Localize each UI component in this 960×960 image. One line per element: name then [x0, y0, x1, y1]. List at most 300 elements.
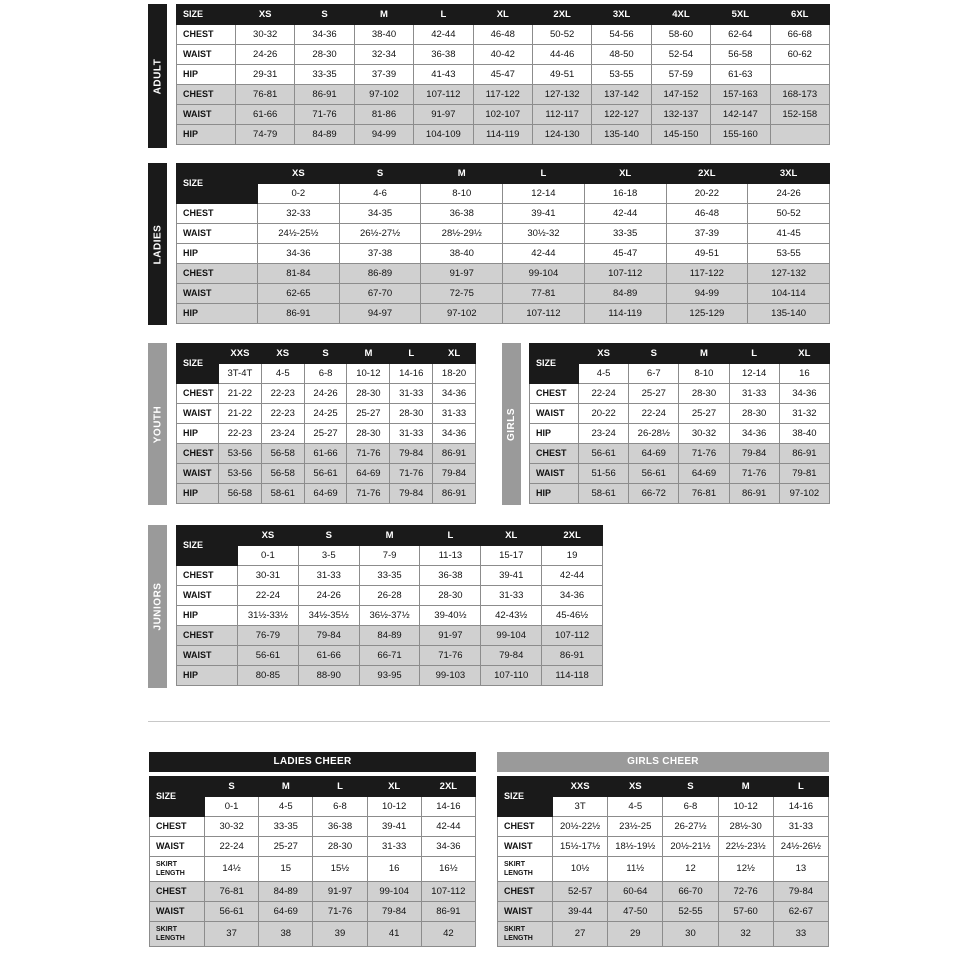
measurement-value: 91-97 — [420, 626, 481, 646]
measurement-value: 34-36 — [258, 244, 340, 264]
header-row — [498, 777, 829, 797]
measurement-value: 48-50 — [592, 45, 651, 65]
adult-side-label: ADULT — [148, 4, 167, 148]
measurement-value: 31-33 — [298, 566, 359, 586]
numeric-size: 7-9 — [359, 546, 420, 566]
measurement-value: 41-45 — [748, 224, 830, 244]
inches-row — [530, 404, 830, 424]
measurement-value: 86-91 — [779, 444, 829, 464]
measurement-value: 64-69 — [679, 464, 729, 484]
ladies-cheer-size-table — [149, 776, 476, 947]
girls-cheer-title: GIRLS CHEER — [497, 752, 829, 772]
measurement-value: 56-61 — [579, 444, 629, 464]
girls-cheer-size-table — [497, 776, 829, 947]
measurement-value: 97-102 — [354, 85, 413, 105]
centimeters-row — [177, 284, 830, 304]
numeric-size: 16-18 — [584, 184, 666, 204]
numeric-size: 0-2 — [258, 184, 340, 204]
measurement-value: 64-69 — [629, 444, 679, 464]
measurement-value: 53-56 — [219, 444, 262, 464]
measurement-value: 33-35 — [359, 566, 420, 586]
measurement-value: 23½-25 — [608, 817, 663, 837]
measurement-label: CHEST — [177, 85, 236, 105]
measurement-value: 24-26 — [298, 586, 359, 606]
measurement-label: CHEST — [498, 882, 553, 902]
measurement-label: WAIST — [177, 45, 236, 65]
measurement-value: 26½-27½ — [339, 224, 421, 244]
measurement-value: 38-40 — [354, 25, 413, 45]
numeric-size: 4-5 — [259, 797, 313, 817]
size-label: 2XL — [532, 5, 591, 25]
measurement-value: 45-46½ — [542, 606, 603, 626]
measurement-value: 84-89 — [295, 125, 354, 145]
inches-row — [150, 857, 476, 882]
measurement-value: 104-114 — [748, 284, 830, 304]
measurement-value: 24½-25½ — [258, 224, 340, 244]
measurement-value: 49-51 — [666, 244, 748, 264]
inches-row — [177, 244, 830, 264]
measurement-value: 22-24 — [238, 586, 299, 606]
measurement-value: 30-32 — [205, 817, 259, 837]
size-header: SIZE — [498, 777, 553, 817]
measurement-value: 76-81 — [679, 484, 729, 504]
centimeters-row — [530, 444, 830, 464]
centimeters-row — [498, 922, 829, 947]
measurement-value: 58-61 — [579, 484, 629, 504]
measurement-value: 86-91 — [258, 304, 340, 324]
measurement-value: 107-112 — [421, 882, 475, 902]
measurement-value: 18½-19½ — [608, 837, 663, 857]
measurement-value: 22-24 — [629, 404, 679, 424]
measurement-value: 56-58 — [261, 464, 304, 484]
measurement-value: 77-81 — [503, 284, 585, 304]
measurement-value: 94-99 — [666, 284, 748, 304]
measurement-value: 34-36 — [779, 384, 829, 404]
measurement-value: 32 — [718, 922, 773, 947]
measurement-value: 12½ — [718, 857, 773, 882]
measurement-label: WAIST — [177, 586, 238, 606]
measurement-value: 25-27 — [629, 384, 679, 404]
measurement-value: 23-24 — [579, 424, 629, 444]
measurement-value: 24-26 — [236, 45, 295, 65]
size-label: 6XL — [770, 5, 829, 25]
adult-chart — [148, 4, 830, 148]
measurement-value: 27 — [553, 922, 608, 947]
measurement-value: 56-58 — [711, 45, 770, 65]
numeric-size: 14-16 — [390, 364, 433, 384]
measurement-value: 127-132 — [748, 264, 830, 284]
size-label: XL — [584, 164, 666, 184]
measurement-value: 37-39 — [666, 224, 748, 244]
measurement-value: 107-112 — [503, 304, 585, 324]
measurement-value: 56-61 — [205, 902, 259, 922]
measurement-label: HIP — [177, 666, 238, 686]
measurement-value: 54-56 — [592, 25, 651, 45]
header-row — [177, 526, 603, 546]
numeric-size: 16 — [779, 364, 829, 384]
size-label: L — [414, 5, 473, 25]
size-label: XS — [236, 5, 295, 25]
numeric-size: 6-8 — [313, 797, 367, 817]
measurement-value: 46-48 — [666, 204, 748, 224]
measurement-value: 14½ — [205, 857, 259, 882]
measurement-value: 21-22 — [219, 404, 262, 424]
size-label: XS — [238, 526, 299, 546]
measurement-value: 142-147 — [711, 105, 770, 125]
inches-row — [177, 45, 830, 65]
measurement-value: 79-84 — [729, 444, 779, 464]
size-label: L — [729, 344, 779, 364]
measurement-value: 10½ — [553, 857, 608, 882]
measurement-value: 34-35 — [339, 204, 421, 224]
measurement-label: SKIRT LENGTH — [498, 922, 553, 947]
measurement-value: 60-64 — [608, 882, 663, 902]
size-label: M — [718, 777, 773, 797]
measurement-label: HIP — [177, 606, 238, 626]
measurement-value: 56-61 — [629, 464, 679, 484]
measurement-value: 16 — [367, 857, 421, 882]
numeric-size: 10-12 — [718, 797, 773, 817]
measurement-value: 60-62 — [770, 45, 829, 65]
measurement-value: 81-86 — [354, 105, 413, 125]
measurement-value: 21-22 — [219, 384, 262, 404]
ladies-cheer-title: LADIES CHEER — [149, 752, 476, 772]
measurement-value: 36½-37½ — [359, 606, 420, 626]
measurement-value: 102-107 — [473, 105, 532, 125]
measurement-value: 15 — [259, 857, 313, 882]
measurement-value: 79-81 — [779, 464, 829, 484]
numeric-size: 8-10 — [679, 364, 729, 384]
measurement-value: 20½-21½ — [663, 837, 718, 857]
measurement-value: 107-112 — [542, 626, 603, 646]
measurement-value: 93-95 — [359, 666, 420, 686]
measurement-value: 51-56 — [579, 464, 629, 484]
measurement-value: 42-44 — [542, 566, 603, 586]
centimeters-row — [150, 902, 476, 922]
measurement-value: 91-97 — [414, 105, 473, 125]
measurement-value: 132-137 — [651, 105, 710, 125]
measurement-label: WAIST — [177, 464, 219, 484]
measurement-value: 34½-35½ — [298, 606, 359, 626]
girls-cheer-chart — [497, 752, 830, 956]
measurement-value: 42-44 — [414, 25, 473, 45]
measurement-value: 34-36 — [433, 424, 476, 444]
measurement-label: WAIST — [177, 105, 236, 125]
size-label: 3XL — [592, 5, 651, 25]
measurement-value: 99-104 — [481, 626, 542, 646]
measurement-value: 26-28½ — [629, 424, 679, 444]
measurement-value: 31-32 — [779, 404, 829, 424]
measurement-label: HIP — [177, 424, 219, 444]
numeric-size: 12-14 — [503, 184, 585, 204]
size-label: XXS — [553, 777, 608, 797]
ladies-size-table — [176, 163, 830, 324]
measurement-value: 42-44 — [503, 244, 585, 264]
measurement-label: CHEST — [498, 817, 553, 837]
size-label: M — [347, 344, 390, 364]
measurement-value: 107-112 — [414, 85, 473, 105]
measurement-value: 71-76 — [347, 444, 390, 464]
measurement-label: HIP — [177, 244, 258, 264]
measurement-value: 56-58 — [219, 484, 262, 504]
measurement-value: 41 — [367, 922, 421, 947]
measurement-label: CHEST — [177, 264, 258, 284]
measurement-value: 22-23 — [261, 404, 304, 424]
measurement-value: 64-69 — [259, 902, 313, 922]
measurement-value: 36-38 — [421, 204, 503, 224]
measurement-value: 39-41 — [481, 566, 542, 586]
numeric-size: 18-20 — [433, 364, 476, 384]
measurement-value: 56-61 — [304, 464, 347, 484]
size-label: S — [295, 5, 354, 25]
measurement-value: 66-71 — [359, 646, 420, 666]
measurement-value: 137-142 — [592, 85, 651, 105]
measurement-value: 28½-30 — [718, 817, 773, 837]
size-label: XS — [258, 164, 340, 184]
measurement-value: 31-33 — [390, 424, 433, 444]
ladies-side-label: LADIES — [148, 163, 167, 325]
measurement-value: 15½ — [313, 857, 367, 882]
size-label: XL — [367, 777, 421, 797]
measurement-value: 33-35 — [259, 817, 313, 837]
centimeters-row — [177, 85, 830, 105]
measurement-value: 37-38 — [339, 244, 421, 264]
measurement-value: 66-68 — [770, 25, 829, 45]
inches-row — [177, 224, 830, 244]
centimeters-row — [177, 444, 476, 464]
measurement-value: 168-173 — [770, 85, 829, 105]
measurement-value: 74-79 — [236, 125, 295, 145]
girls-side-label: GIRLS — [502, 343, 521, 505]
header-row — [177, 344, 476, 364]
measurement-label: SKIRT LENGTH — [150, 857, 205, 882]
measurement-value: 76-81 — [236, 85, 295, 105]
measurement-label: CHEST — [150, 882, 205, 902]
juniors-side-label: JUNIORS — [148, 525, 167, 688]
measurement-value: 53-55 — [748, 244, 830, 264]
measurement-value: 38 — [259, 922, 313, 947]
measurement-label: HIP — [177, 304, 258, 324]
size-header: SIZE — [177, 164, 258, 204]
size-label: S — [205, 777, 259, 797]
centimeters-row — [150, 882, 476, 902]
measurement-value: 31-33 — [390, 384, 433, 404]
measurement-value: 29 — [608, 922, 663, 947]
size-header: SIZE — [177, 5, 236, 25]
measurement-value: 84-89 — [259, 882, 313, 902]
header-row — [177, 5, 830, 25]
measurement-value: 91-97 — [421, 264, 503, 284]
measurement-value: 62-64 — [711, 25, 770, 45]
measurement-label: WAIST — [498, 837, 553, 857]
youth-side-label: YOUTH — [148, 343, 167, 505]
measurement-label: CHEST — [177, 566, 238, 586]
measurement-value: 34-36 — [421, 837, 475, 857]
measurement-value: 64-69 — [304, 484, 347, 504]
measurement-value: 45-47 — [584, 244, 666, 264]
measurement-value: 71-76 — [295, 105, 354, 125]
numeric-size: 3T-4T — [219, 364, 262, 384]
measurement-value: 104-109 — [414, 125, 473, 145]
numeric-size: 24-26 — [748, 184, 830, 204]
measurement-value: 86-91 — [433, 444, 476, 464]
measurement-value: 127-132 — [532, 85, 591, 105]
measurement-label: WAIST — [150, 902, 205, 922]
numeric-size: 4-6 — [339, 184, 421, 204]
measurement-value: 97-102 — [421, 304, 503, 324]
centimeters-row — [177, 666, 603, 686]
size-label: XS — [579, 344, 629, 364]
size-label: M — [354, 5, 413, 25]
measurement-value: 34-36 — [433, 384, 476, 404]
measurement-value: 53-55 — [592, 65, 651, 85]
header-row — [177, 164, 830, 184]
measurement-label: WAIST — [498, 902, 553, 922]
measurement-value: 44-46 — [532, 45, 591, 65]
measurement-value: 42 — [421, 922, 475, 947]
measurement-value: 94-99 — [354, 125, 413, 145]
measurement-value: 31-33 — [481, 586, 542, 606]
measurement-label: SKIRT LENGTH — [498, 857, 553, 882]
numeric-size: 8-10 — [421, 184, 503, 204]
measurement-value: 30-32 — [679, 424, 729, 444]
measurement-value: 31½-33½ — [238, 606, 299, 626]
measurement-value: 80-85 — [238, 666, 299, 686]
measurement-value: 114-119 — [473, 125, 532, 145]
measurement-value: 76-81 — [205, 882, 259, 902]
measurement-value: 125-129 — [666, 304, 748, 324]
size-header: SIZE — [177, 344, 219, 384]
numeric-size: 14-16 — [773, 797, 828, 817]
youth-size-table — [176, 343, 476, 504]
measurement-value: 71-76 — [347, 484, 390, 504]
size-label: XS — [261, 344, 304, 364]
measurement-value: 33-35 — [295, 65, 354, 85]
measurement-value: 42-44 — [584, 204, 666, 224]
centimeters-row — [498, 882, 829, 902]
measurement-value: 56-58 — [261, 444, 304, 464]
centimeters-row — [177, 484, 476, 504]
numeric-size: 11-13 — [420, 546, 481, 566]
size-label: XL — [481, 526, 542, 546]
measurement-label: HIP — [177, 125, 236, 145]
measurement-value: 37 — [205, 922, 259, 947]
measurement-value: 99-103 — [420, 666, 481, 686]
numeric-size: 10-12 — [347, 364, 390, 384]
measurement-label: SKIRT LENGTH — [150, 922, 205, 947]
adult-size-table — [176, 4, 830, 145]
measurement-value: 47-50 — [608, 902, 663, 922]
measurement-value: 62-65 — [258, 284, 340, 304]
measurement-value: 79-84 — [367, 902, 421, 922]
inches-row — [177, 384, 476, 404]
centimeters-row — [177, 626, 603, 646]
size-label: 2XL — [542, 526, 603, 546]
measurement-value: 22-24 — [205, 837, 259, 857]
inches-row — [150, 837, 476, 857]
centimeters-row — [530, 464, 830, 484]
inches-row — [150, 817, 476, 837]
measurement-value: 28-30 — [679, 384, 729, 404]
inches-row — [498, 837, 829, 857]
measurement-value: 88-90 — [298, 666, 359, 686]
size-header: SIZE — [150, 777, 205, 817]
measurement-value: 36-38 — [414, 45, 473, 65]
measurement-value: 50-52 — [532, 25, 591, 45]
measurement-value: 94-97 — [339, 304, 421, 324]
girls-size-table — [529, 343, 830, 504]
measurement-value: 62-67 — [773, 902, 828, 922]
measurement-value: 61-66 — [298, 646, 359, 666]
ladies-cheer-chart — [149, 752, 477, 956]
numeric-size: 15-17 — [481, 546, 542, 566]
measurement-value: 24-25 — [304, 404, 347, 424]
measurement-value: 79-84 — [433, 464, 476, 484]
measurement-value: 28½-29½ — [421, 224, 503, 244]
size-label: XXS — [219, 344, 262, 364]
numeric-size-row — [177, 364, 476, 384]
measurement-value: 155-160 — [711, 125, 770, 145]
size-label: S — [304, 344, 347, 364]
size-label: S — [298, 526, 359, 546]
juniors-chart — [148, 525, 604, 688]
measurement-value: 31-33 — [367, 837, 421, 857]
measurement-value: 39-41 — [503, 204, 585, 224]
measurement-value: 84-89 — [584, 284, 666, 304]
measurement-value: 86-91 — [295, 85, 354, 105]
size-label: XS — [608, 777, 663, 797]
measurement-value: 30-31 — [238, 566, 299, 586]
measurement-value: 79-84 — [390, 484, 433, 504]
inches-row — [177, 404, 476, 424]
measurement-value: 86-91 — [421, 902, 475, 922]
measurement-value: 25-27 — [347, 404, 390, 424]
measurement-value: 38-40 — [779, 424, 829, 444]
measurement-value: 41-43 — [414, 65, 473, 85]
measurement-value: 81-84 — [258, 264, 340, 284]
measurement-value: 72-76 — [718, 882, 773, 902]
measurement-value: 79-84 — [773, 882, 828, 902]
measurement-value: 32-34 — [354, 45, 413, 65]
measurement-value: 71-76 — [420, 646, 481, 666]
measurement-value: 28-30 — [347, 424, 390, 444]
measurement-label: WAIST — [177, 646, 238, 666]
measurement-value: 145-150 — [651, 125, 710, 145]
measurement-value: 50-52 — [748, 204, 830, 224]
measurement-value: 42-44 — [421, 817, 475, 837]
measurement-label: HIP — [530, 424, 579, 444]
measurement-value: 84-89 — [359, 626, 420, 646]
measurement-label: CHEST — [177, 204, 258, 224]
measurement-value: 40-42 — [473, 45, 532, 65]
centimeters-row — [498, 902, 829, 922]
size-label: 5XL — [711, 5, 770, 25]
inches-row — [498, 817, 829, 837]
measurement-value: 15½-17½ — [553, 837, 608, 857]
numeric-size: 6-8 — [663, 797, 718, 817]
header-row — [150, 777, 476, 797]
measurement-label: HIP — [530, 484, 579, 504]
measurement-label: CHEST — [177, 626, 238, 646]
measurement-value: 34-36 — [542, 586, 603, 606]
size-label: 3XL — [748, 164, 830, 184]
measurement-value — [770, 65, 829, 85]
measurement-value: 39 — [313, 922, 367, 947]
measurement-label: WAIST — [177, 284, 258, 304]
size-label: L — [313, 777, 367, 797]
numeric-size-row — [177, 184, 830, 204]
measurement-value: 32-33 — [258, 204, 340, 224]
